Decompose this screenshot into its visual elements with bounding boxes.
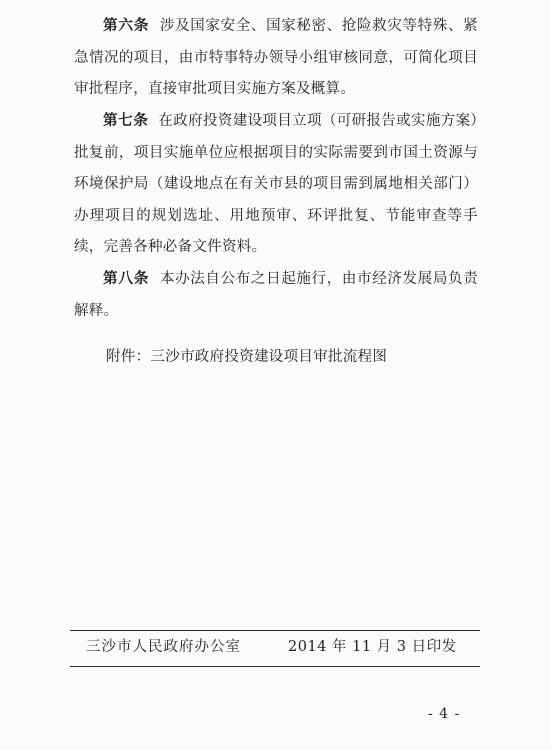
- article-7: [74, 106, 478, 264]
- article-6: [74, 11, 478, 106]
- page-number: - 4 -: [428, 706, 461, 722]
- issuer-name: 三沙市人民政府办公室: [86, 639, 241, 655]
- article-7-body: 在政府投资建设项目立项（可研报告或实施方案）批复前，项目实施单位应根据项目的实际需要到市国土资源与环境保护局（建设地点在有关市县的项目需到属地相关部门）办理项目的规划选址、用地预审、环评批复、节能审查等手续，完善各种必备文件资料。: [74, 113, 478, 255]
- article-8-body: 本办法自公布之日起施行，由市经济发展局负责解释。: [74, 271, 478, 319]
- attachment-note: 附件：三沙市政府投资建设项目审批流程图: [106, 349, 388, 365]
- article-7-heading: 第七条: [103, 113, 149, 129]
- article-6-heading: 第六条: [103, 18, 150, 34]
- footer-top-rule: [70, 630, 480, 631]
- article-8-heading: 第八条: [103, 271, 150, 287]
- article-8: [74, 264, 478, 327]
- footer-bottom-rule: [70, 666, 480, 667]
- issue-date: 2014 年 11 月 3 日印发: [288, 639, 457, 655]
- article-6-body: 涉及国家安全、国家秘密、抢险救灾等特殊、紧急情况的项目，由市特事特办领导小组审核同意，可简化项目审批程序，直接审批项目实施方案及概算。: [74, 18, 478, 97]
